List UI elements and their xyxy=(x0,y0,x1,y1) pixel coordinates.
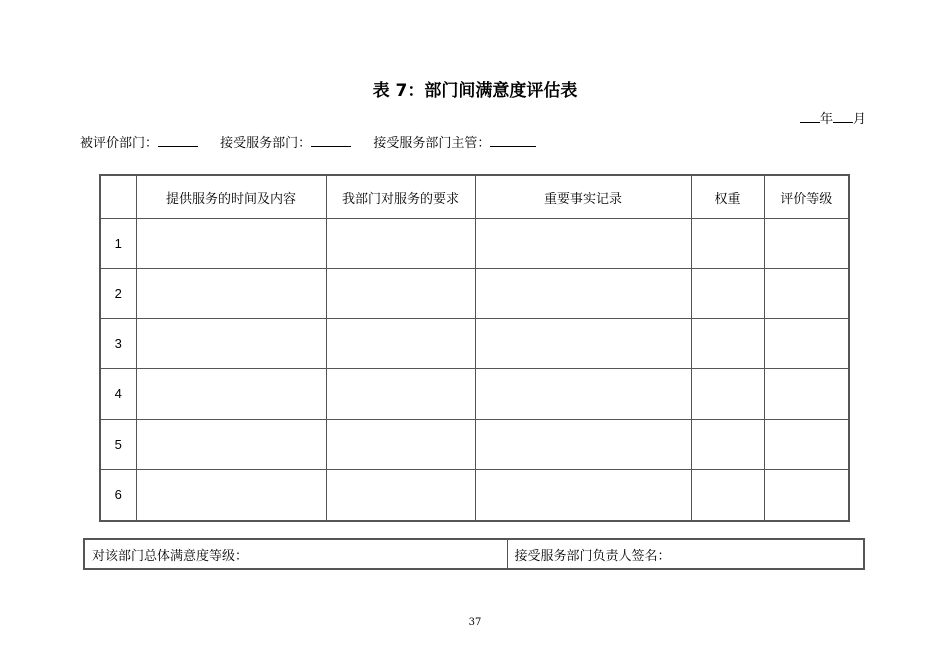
cell-service[interactable] xyxy=(136,419,326,469)
cell-weight[interactable] xyxy=(691,469,764,521)
meta-line xyxy=(80,132,554,151)
row-number: 4 xyxy=(100,369,136,419)
corner-cell xyxy=(100,175,136,219)
header-service-time: 提供服务的时间及内容 xyxy=(136,175,326,219)
row-number: 1 xyxy=(100,219,136,269)
cell-grade[interactable] xyxy=(764,419,849,469)
receiving-manager-label: 接受服务部门主管： xyxy=(373,136,491,151)
cell-grade[interactable] xyxy=(764,269,849,319)
table-row xyxy=(100,319,849,369)
header-requirements: 我部门对服务的要求 xyxy=(326,175,475,219)
summary-table xyxy=(83,538,865,570)
header-key-facts: 重要事实记录 xyxy=(475,175,691,219)
cell-facts[interactable] xyxy=(475,369,691,419)
header-grade: 评价等级 xyxy=(764,175,849,219)
evaluated-dept-blank[interactable] xyxy=(158,132,198,147)
cell-service[interactable] xyxy=(136,219,326,269)
month-blank[interactable] xyxy=(833,108,853,123)
table-row xyxy=(100,419,849,469)
receiving-manager-blank[interactable] xyxy=(490,132,536,147)
cell-facts[interactable] xyxy=(475,269,691,319)
signature-cell[interactable]: 接受服务部门负责人签名： xyxy=(507,539,864,569)
page-title: 表 7：部门间满意度评估表 xyxy=(372,81,578,101)
cell-weight[interactable] xyxy=(691,369,764,419)
cell-grade[interactable] xyxy=(764,369,849,419)
row-number: 3 xyxy=(100,319,136,369)
cell-service[interactable] xyxy=(136,319,326,369)
cell-weight[interactable] xyxy=(691,269,764,319)
cell-requirements[interactable] xyxy=(326,219,475,269)
table-row xyxy=(100,369,849,419)
table-row xyxy=(100,269,849,319)
evaluated-dept-label: 被评价部门： xyxy=(80,136,159,151)
cell-requirements[interactable] xyxy=(326,419,475,469)
cell-weight[interactable] xyxy=(691,319,764,369)
cell-grade[interactable] xyxy=(764,219,849,269)
cell-requirements[interactable] xyxy=(326,269,475,319)
row-number: 5 xyxy=(100,419,136,469)
year-blank[interactable] xyxy=(800,108,820,123)
evaluation-table xyxy=(99,174,850,522)
cell-requirements[interactable] xyxy=(326,469,475,521)
cell-facts[interactable] xyxy=(475,219,691,269)
table-row xyxy=(100,219,849,269)
page-number: 37 xyxy=(468,617,482,628)
cell-facts[interactable] xyxy=(475,319,691,369)
cell-service[interactable] xyxy=(136,269,326,319)
cell-requirements[interactable] xyxy=(326,369,475,419)
cell-weight[interactable] xyxy=(691,219,764,269)
cell-service[interactable] xyxy=(136,469,326,521)
cell-grade[interactable] xyxy=(764,319,849,369)
receiving-dept-blank[interactable] xyxy=(311,132,351,147)
cell-service[interactable] xyxy=(136,369,326,419)
cell-grade[interactable] xyxy=(764,469,849,521)
receiving-dept-label: 接受服务部门： xyxy=(220,136,312,151)
header-weight: 权重 xyxy=(691,175,764,219)
date-line xyxy=(800,108,866,127)
cell-requirements[interactable] xyxy=(326,319,475,369)
cell-weight[interactable] xyxy=(691,419,764,469)
table-row xyxy=(100,469,849,521)
row-number: 2 xyxy=(100,269,136,319)
cell-facts[interactable] xyxy=(475,469,691,521)
year-label: 年 xyxy=(819,112,833,127)
cell-facts[interactable] xyxy=(475,419,691,469)
table-header-row xyxy=(100,175,849,219)
month-label: 月 xyxy=(852,112,866,127)
overall-grade-cell[interactable]: 对该部门总体满意度等级： xyxy=(84,539,507,569)
row-number: 6 xyxy=(100,469,136,521)
